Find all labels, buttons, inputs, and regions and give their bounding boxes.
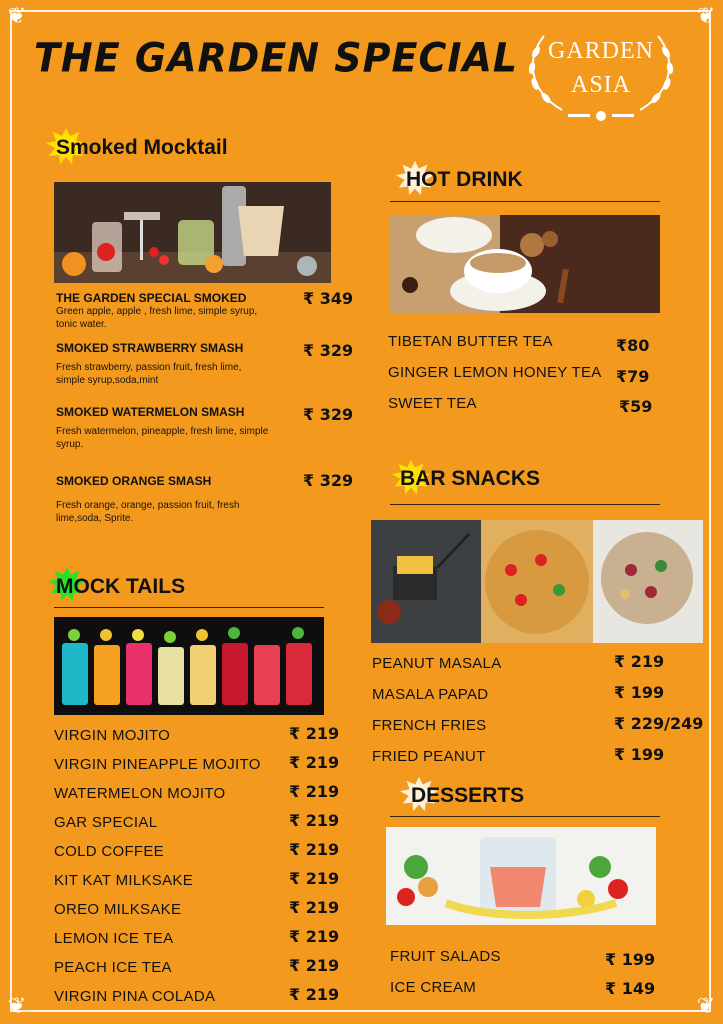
- menu-item-price: ₹ 329: [303, 341, 354, 360]
- section-title-bar-snacks: BAR SNACKS: [400, 467, 541, 490]
- menu-item-price: ₹ 219: [289, 927, 340, 946]
- menu-item-price: ₹ 329: [303, 471, 354, 490]
- section-divider: [390, 201, 660, 202]
- mocktails-photo: [54, 617, 324, 715]
- menu-item-price: ₹ 219: [289, 956, 340, 975]
- menu-item-price: ₹ 219: [289, 753, 340, 772]
- menu-item-price: ₹ 219: [289, 985, 340, 1004]
- section-title-mocktails: MOCK TAILS: [56, 575, 186, 598]
- menu-item-price: ₹ 219: [289, 811, 340, 830]
- menu-item-name: PEANUT MASALA: [372, 655, 502, 672]
- corner-ornament-icon: ❦: [696, 994, 716, 1019]
- menu-item-name: FRIED PEANUT: [372, 748, 486, 765]
- menu-item-name: MASALA PAPAD: [372, 686, 489, 703]
- menu-item-description: Fresh orange, orange, passion fruit, fresh lime,soda, Sprite.: [56, 500, 240, 524]
- page-title: THE GARDEN SPECIAL: [34, 34, 519, 82]
- menu-item-price: ₹79: [616, 367, 650, 386]
- menu-item-price: ₹ 219: [289, 869, 340, 888]
- menu-item-description: Fresh watermelon, pineapple, fresh lime, simple syrup.: [56, 426, 269, 450]
- menu-item-name: ICE CREAM: [390, 979, 477, 996]
- menu-item-name: FRUIT SALADS: [390, 948, 501, 965]
- desserts-photo: [386, 827, 656, 925]
- section-title-desserts: DESSERTS: [411, 784, 525, 807]
- menu-item-name: OREO MILKSAKE: [54, 901, 182, 918]
- menu-item-price: ₹59: [619, 397, 653, 416]
- logo-text: GARDEN: [548, 38, 654, 64]
- menu-item-price: ₹ 349: [303, 289, 354, 308]
- menu-item-name: WATERMELON MOJITO: [54, 785, 226, 802]
- menu-item-name: SMOKED ORANGE SMASH: [56, 474, 212, 488]
- bar-snacks-photo: [371, 520, 703, 643]
- menu-item-price: ₹ 199: [605, 950, 656, 969]
- section-divider: [390, 504, 660, 505]
- menu-item-price: ₹80: [616, 336, 650, 355]
- corner-ornament-icon: ❦: [7, 994, 27, 1019]
- corner-ornament-icon: ❦: [696, 4, 716, 29]
- logo: [522, 28, 680, 126]
- menu-item-name: LEMON ICE TEA: [54, 930, 174, 947]
- menu-item-name: SMOKED WATERMELON SMASH: [56, 405, 245, 419]
- menu-item-price: ₹ 149: [605, 979, 656, 998]
- smoked-mocktail-photo: [54, 182, 331, 283]
- section-title-hot-drink: HOT DRINK: [406, 168, 523, 191]
- menu-item-name: GAR SPECIAL: [54, 814, 158, 831]
- menu-item-name: KIT KAT MILKSAKE: [54, 872, 194, 889]
- menu-item-name: VIRGIN MOJITO: [54, 727, 171, 744]
- menu-item-name: PEACH ICE TEA: [54, 959, 172, 976]
- menu-item-name: SMOKED STRAWBERRY SMASH: [56, 341, 244, 355]
- menu-item-price: ₹ 219: [289, 840, 340, 859]
- menu-item-price: ₹ 219: [289, 724, 340, 743]
- section-divider: [54, 607, 324, 608]
- menu-item-name: THE GARDEN SPECIAL SMOKED: [56, 291, 247, 305]
- menu-item-price: ₹ 199: [614, 745, 665, 764]
- corner-ornament-icon: ❦: [7, 4, 27, 29]
- menu-item-name: VIRGIN PINEAPPLE MOJITO: [54, 756, 261, 773]
- menu-item-description: Fresh strawberry, passion fruit, fresh lime, simple syrup,soda,mint: [56, 362, 242, 386]
- section-divider: [390, 816, 660, 817]
- section-title-smoked-mocktail: Smoked Mocktail: [56, 136, 228, 159]
- menu-item-name: COLD COFFEE: [54, 843, 164, 860]
- menu-item-price: ₹ 199: [614, 683, 665, 702]
- logo-text: ASIA: [570, 72, 631, 98]
- menu-item-price: ₹ 219: [289, 898, 340, 917]
- menu-item-price: ₹ 229/249: [614, 714, 704, 733]
- menu-item-price: ₹ 219: [289, 782, 340, 801]
- menu-item-name: GINGER LEMON HONEY TEA: [388, 364, 602, 381]
- menu-item-name: TIBETAN BUTTER TEA: [388, 333, 553, 350]
- menu-item-name: SWEET TEA: [388, 395, 477, 412]
- menu-item-price: ₹ 329: [303, 405, 354, 424]
- menu-item-price: ₹ 219: [614, 652, 665, 671]
- menu-item-name: FRENCH FRIES: [372, 717, 487, 734]
- menu-item-description: Green apple, apple , fresh lime, simple syrup, tonic water.: [56, 306, 258, 330]
- menu-item-name: VIRGIN PINA COLADA: [54, 988, 216, 1005]
- hot-drink-photo: [390, 215, 660, 313]
